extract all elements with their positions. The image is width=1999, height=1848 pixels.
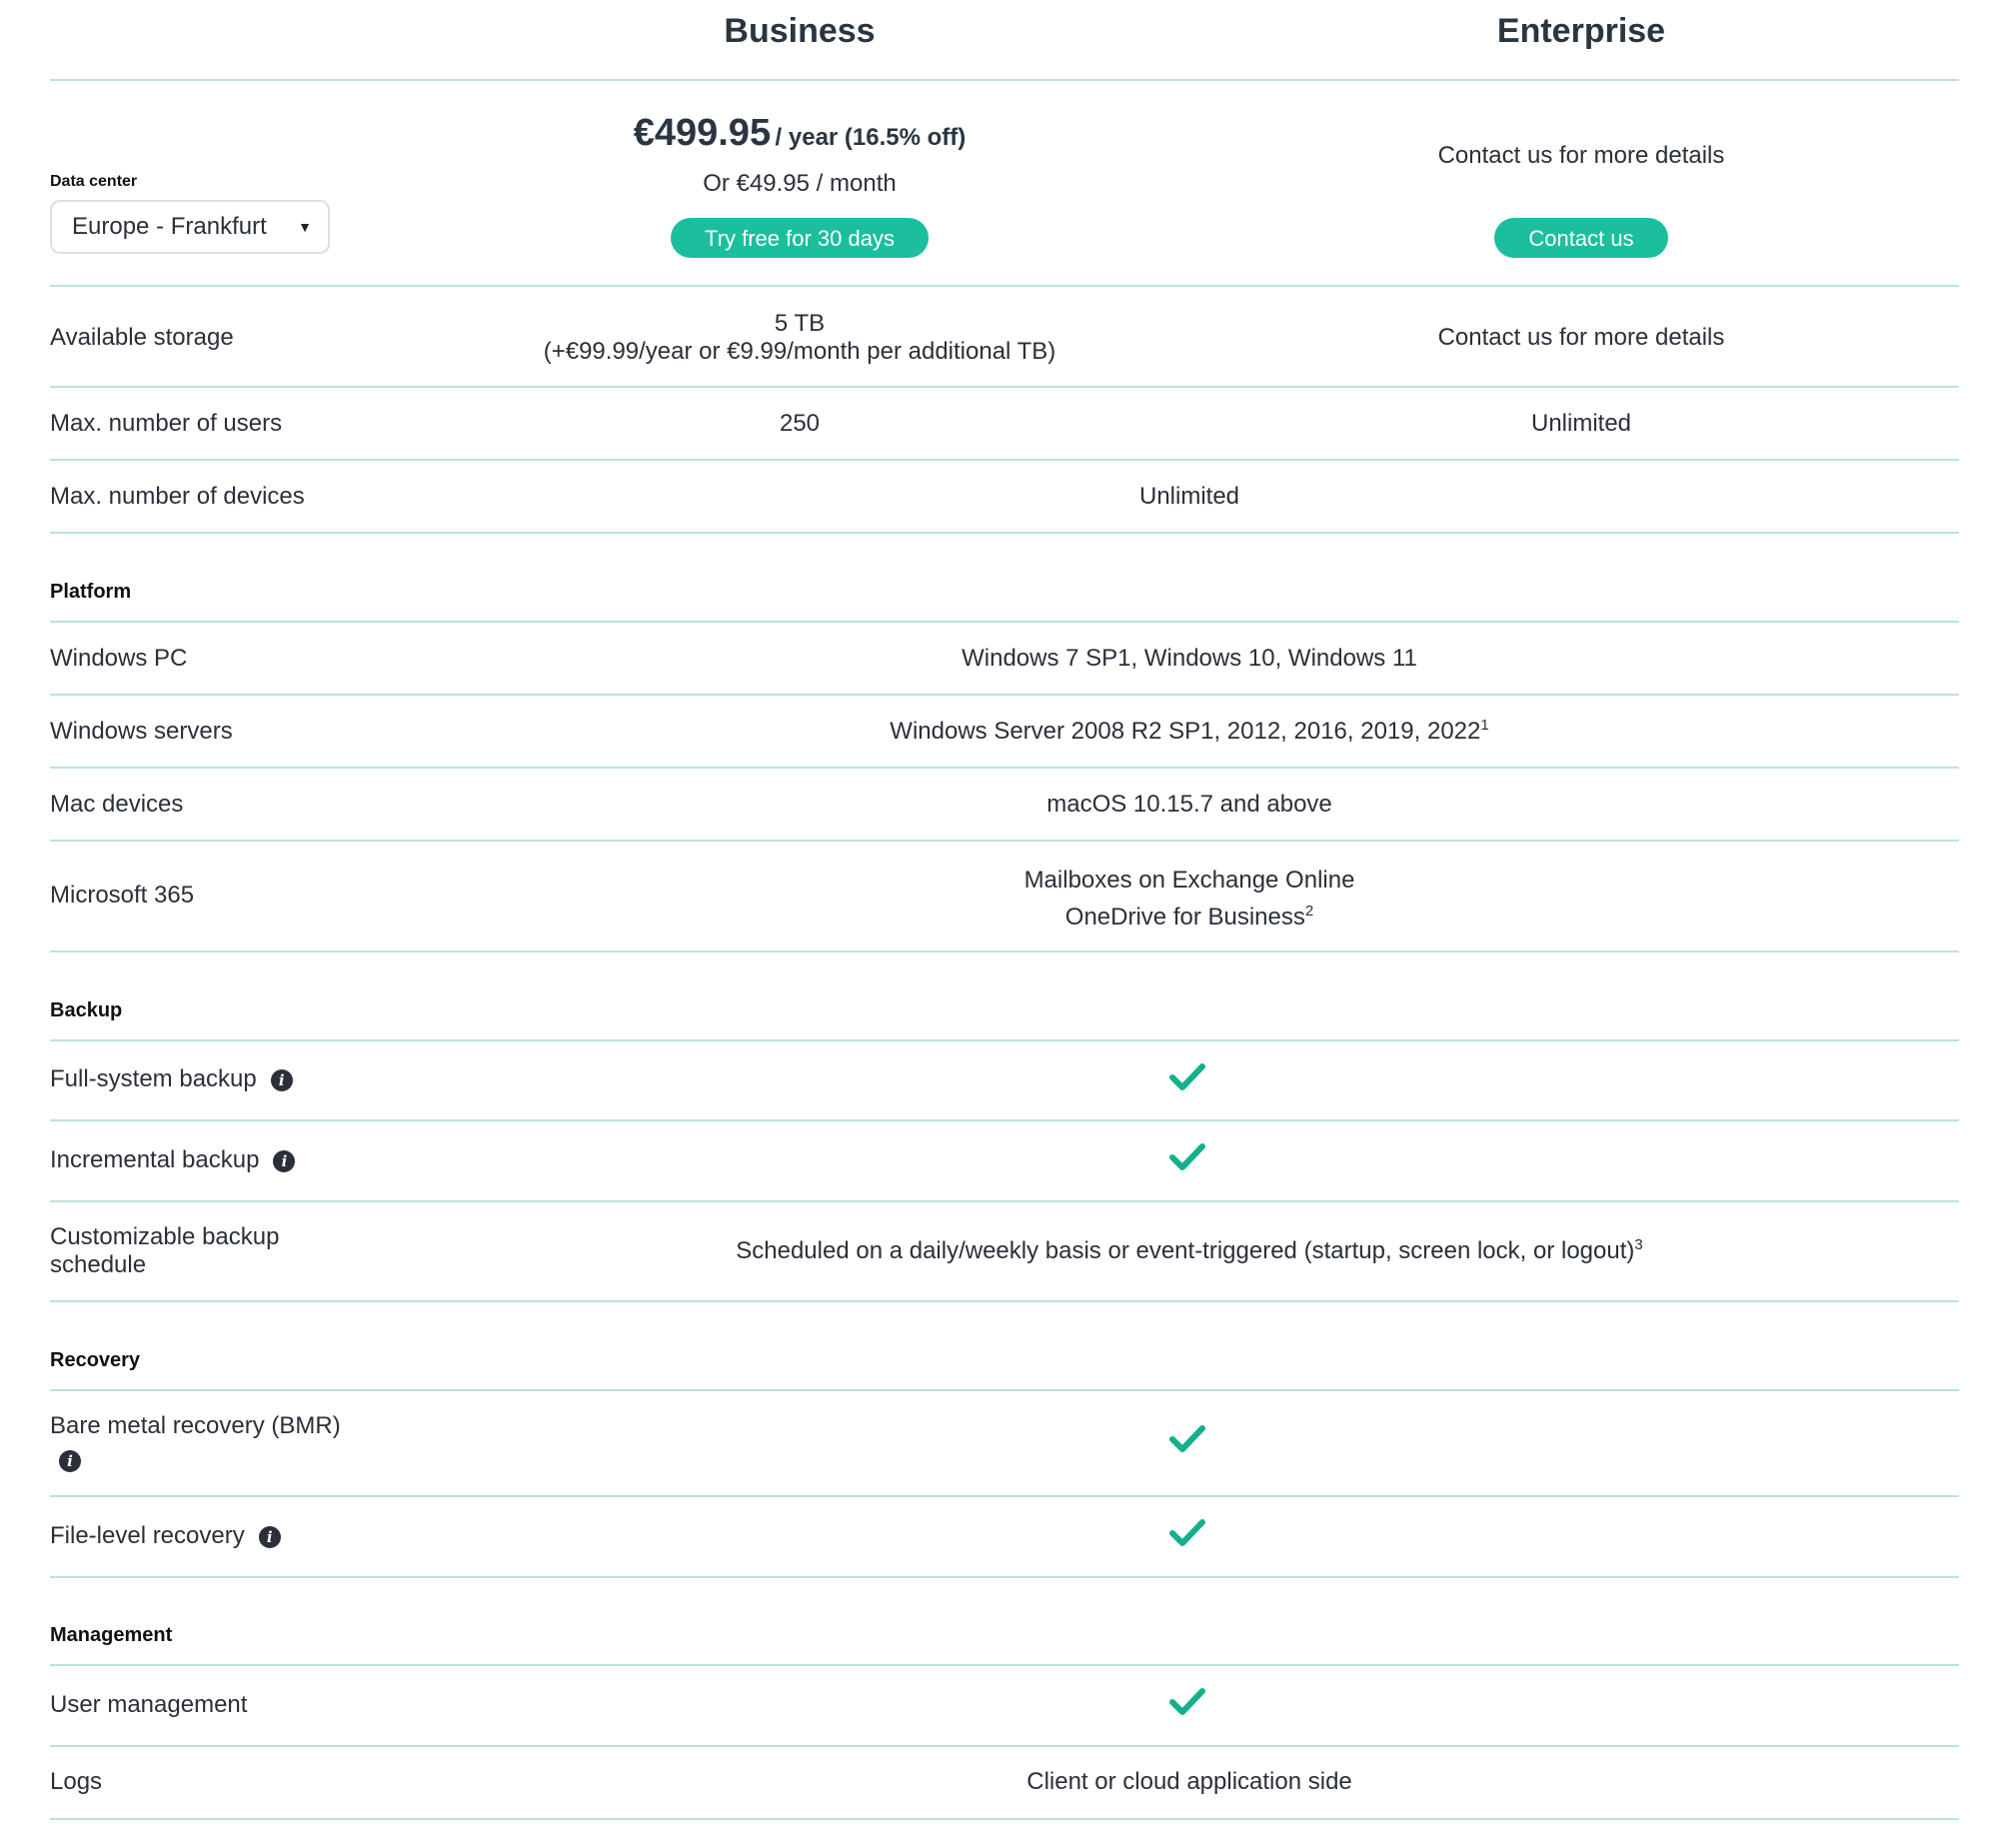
logs-value: Client or cloud application side — [1026, 1768, 1352, 1795]
enterprise-storage: Contact us for more details — [1437, 324, 1725, 351]
divider — [50, 767, 1959, 769]
divider — [50, 285, 1959, 287]
divider — [50, 386, 1959, 388]
m365-value-line2: OneDrive for Business$^2$ — [1064, 903, 1314, 930]
checkmark-icon — [1169, 1424, 1205, 1454]
checkmark-icon — [1169, 1062, 1205, 1092]
divider — [50, 1389, 1959, 1391]
row-label-user-management: User management — [50, 1691, 248, 1718]
row-label-m365: Microsoft 365 — [50, 882, 195, 909]
data-center-select[interactable] — [50, 200, 330, 254]
info-icon[interactable]: i — [259, 1526, 281, 1548]
contact-us-button[interactable]: Contact us — [1494, 218, 1668, 258]
footnote-marker: 3 — [1634, 1236, 1643, 1253]
data-center-label: Data center — [50, 173, 138, 190]
checkmark-icon — [1169, 1142, 1205, 1172]
divider — [50, 950, 1959, 952]
divider — [50, 621, 1959, 623]
business-storage-extra: (+€99.99/year or €9.99/month per additional TB) — [543, 338, 1056, 365]
business-users: 250 — [779, 410, 821, 437]
windows-servers-value — [740, 718, 1639, 746]
divider — [50, 840, 1959, 842]
footnote-marker: 1 — [1480, 717, 1489, 734]
m365-value-line1: Mailboxes on Exchange Online — [1023, 867, 1355, 894]
windows-servers-text: Windows Server 2008 R2 SP1, 2012, 2016, 2019, 2022 — [890, 718, 1481, 745]
divider — [50, 1664, 1959, 1666]
plan-title-business: Business — [724, 12, 876, 50]
row-label-logs: Logs — [50, 1768, 103, 1795]
info-icon[interactable]: i — [271, 1069, 293, 1091]
divider — [50, 694, 1959, 696]
divider — [50, 1818, 1959, 1820]
data-center-value: Europe - Frankfurt — [72, 213, 267, 240]
divider — [50, 1745, 1959, 1747]
m365-value — [790, 862, 1589, 935]
windows-pc-value: Windows 7 SP1, Windows 10, Windows 11 — [962, 645, 1417, 672]
enterprise-contact-note: Contact us for more details — [1437, 142, 1725, 169]
divider — [50, 79, 1959, 81]
row-label-incremental-backup: Incremental backup — [50, 1146, 260, 1173]
enterprise-users: Unlimited — [1530, 410, 1632, 437]
row-label-users: Max. number of users — [50, 410, 283, 437]
row-label-windows-pc: Windows PC — [50, 645, 188, 672]
row-label-file-level-recovery: File-level recovery — [50, 1522, 245, 1549]
backup-schedule-text: Scheduled on a daily/weekly basis or event-triggered (startup, screen lock, or logout) — [736, 1237, 1635, 1264]
row-bmr — [50, 1412, 341, 1474]
row-label-storage: Available storage — [50, 324, 234, 351]
backup-schedule-value — [640, 1237, 1739, 1265]
section-title-recovery: Recovery — [50, 1349, 141, 1371]
mac-value: macOS 10.15.7 and above — [1046, 791, 1332, 818]
business-storage — [450, 310, 1149, 366]
business-monthly-price: Or €49.95 / month — [703, 170, 897, 197]
section-title-management: Management — [50, 1624, 173, 1646]
row-label-devices: Max. number of devices — [50, 483, 305, 510]
divider — [50, 1576, 1959, 1578]
info-icon[interactable]: i — [59, 1450, 81, 1472]
divider — [50, 1495, 1959, 1497]
divider — [50, 1119, 1959, 1121]
plan-title-enterprise: Enterprise — [1496, 12, 1666, 50]
row-incremental-backup — [50, 1146, 295, 1174]
divider — [50, 1200, 1959, 1202]
try-free-button[interactable]: Try free for 30 days — [671, 218, 929, 258]
checkmark-icon — [1169, 1687, 1205, 1717]
info-icon[interactable]: i — [273, 1150, 295, 1172]
caret-down-icon: ▼ — [298, 219, 312, 235]
devices-value: Unlimited — [1138, 483, 1240, 510]
divider — [50, 532, 1959, 534]
checkmark-icon — [1169, 1518, 1205, 1548]
row-label-backup-schedule: Customizable backup schedule — [50, 1223, 280, 1278]
row-full-system-backup — [50, 1065, 293, 1093]
divider — [50, 1039, 1959, 1041]
row-label-mac: Mac devices — [50, 791, 184, 818]
business-price-amount: €499.95 — [633, 112, 772, 154]
row-label-bmr: Bare metal recovery (BMR) — [50, 1412, 341, 1439]
business-storage-amount: 5 TB — [774, 310, 826, 337]
row-label-windows-servers: Windows servers — [50, 718, 233, 745]
row-label-full-system-backup: Full-system backup — [50, 1065, 257, 1092]
divider — [50, 1300, 1959, 1302]
business-price-suffix: / year (16.5% off) — [775, 124, 967, 151]
section-title-backup: Backup — [50, 999, 123, 1021]
footnote-marker: 2 — [1304, 903, 1314, 920]
business-price — [550, 112, 1049, 155]
divider — [50, 459, 1959, 461]
row-file-level-recovery — [50, 1522, 281, 1550]
section-title-platform: Platform — [50, 581, 132, 603]
